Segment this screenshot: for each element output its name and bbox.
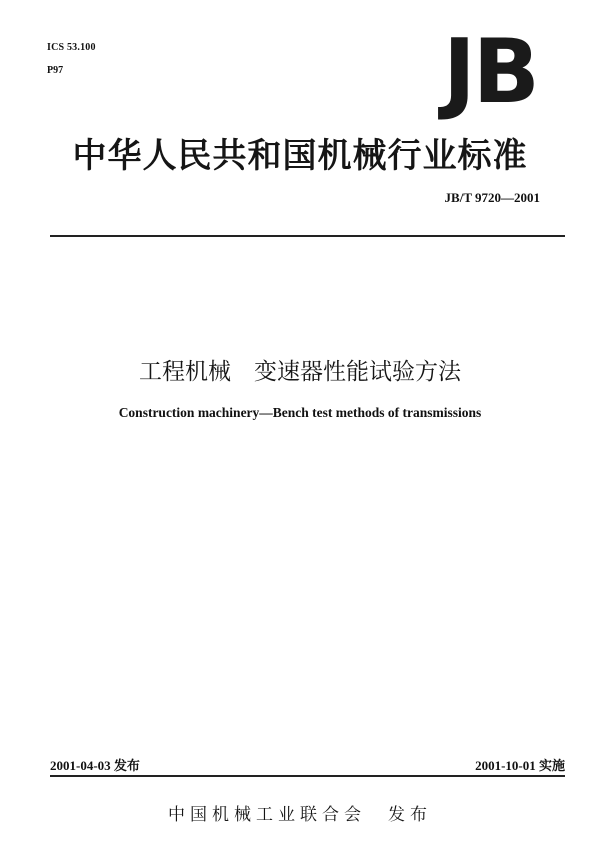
organization-title: 中华人民共和国机械行业标准 [72, 136, 528, 176]
issue-date: 2001-04-03 发布 [50, 758, 140, 773]
standard-number: JB/T 9720—2001 [444, 190, 540, 205]
bottom-divider [50, 775, 565, 777]
implementation-date: 2001-10-01 实施 [475, 758, 565, 773]
top-divider [50, 235, 565, 237]
document-title-chinese: 工程机械 变速器性能试验方法 [139, 359, 461, 385]
ics-code: ICS 53.100 [47, 42, 96, 53]
classification-code: P97 [47, 65, 64, 76]
document-title-english: Construction machinery—Bench test methods of transmissions [118, 405, 482, 420]
jb-logo: JB [443, 20, 537, 123]
publisher: 中国机械工业联合会 发布 [168, 805, 432, 825]
